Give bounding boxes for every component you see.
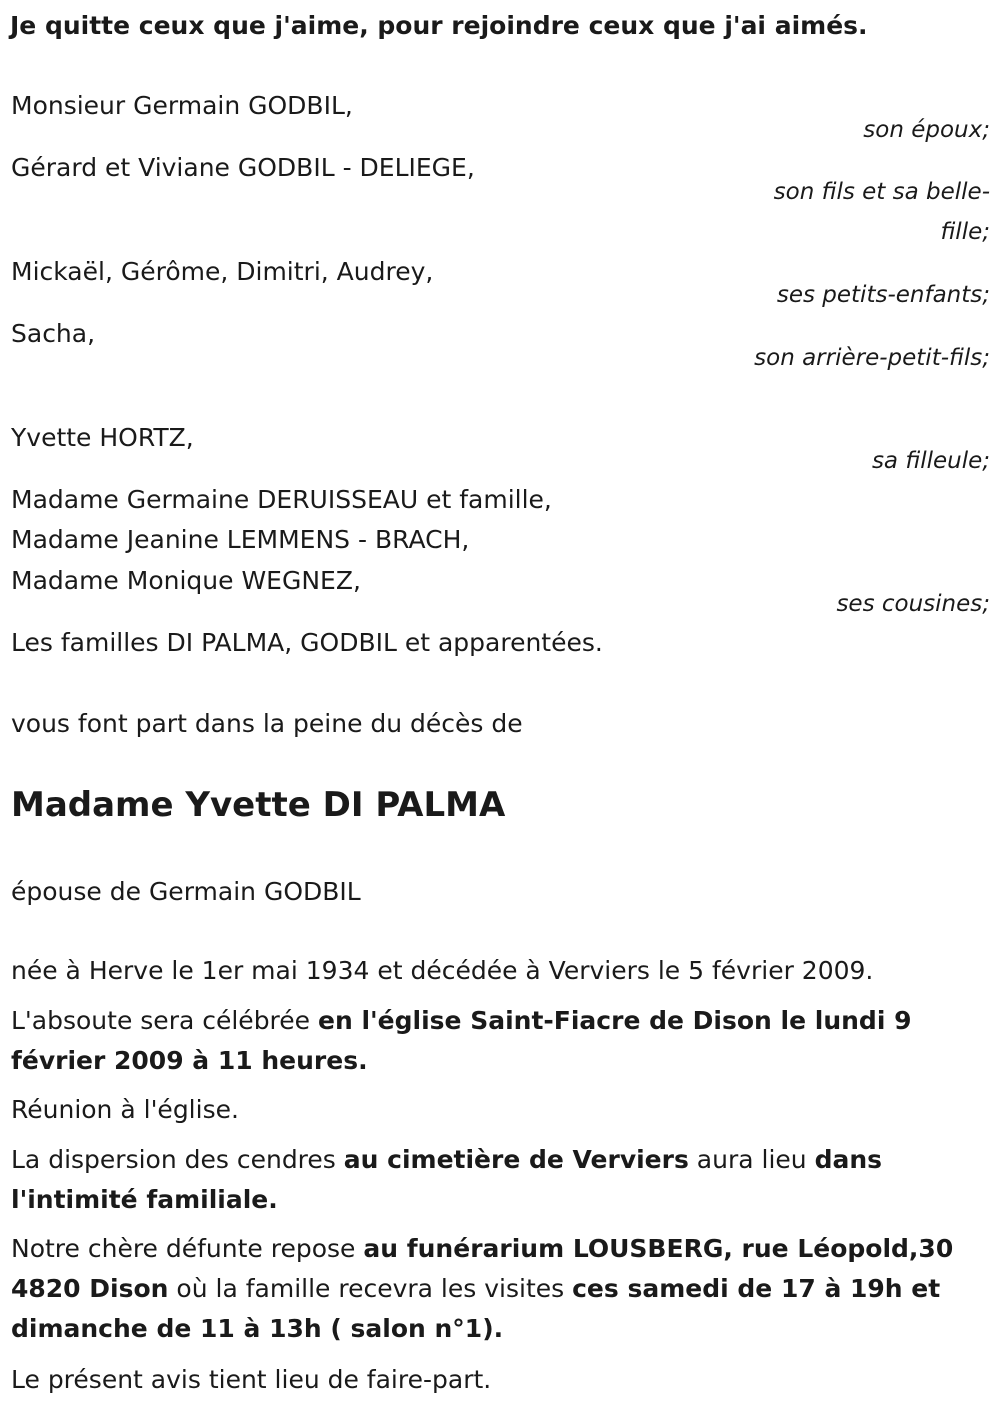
dispersion-place: au cimetière de Verviers xyxy=(343,1145,689,1174)
family-grandchildren: Mickaël, Gérôme, Dimitri, Audrey, xyxy=(11,257,434,286)
dispersion-part-1: La dispersion des cendres xyxy=(11,1145,344,1174)
role-husband: son époux; xyxy=(863,117,990,143)
meeting-line: Réunion à l'église. xyxy=(11,1095,239,1124)
rest-location: au funérarium LOUSBERG, rue Léopold,30 4820 Dison xyxy=(11,1234,954,1303)
ceremony-details: en l'église Saint-Fiacre de Dison le lundi 9 février 2009 à 11 heures. xyxy=(11,1006,912,1075)
ceremony-paragraph xyxy=(11,1001,980,1081)
spouse-line: épouse de Germain GODBIL xyxy=(11,877,361,906)
family-son: Gérard et Viviane GODBIL - DELIEGE, xyxy=(11,153,475,182)
rest-paragraph xyxy=(11,1229,980,1349)
family-goddaughter: Yvette HORTZ, xyxy=(11,423,194,452)
role-son: son fils et sa belle-fille; xyxy=(773,179,990,245)
ceremony-prefix: L'absoute sera célébrée xyxy=(11,1006,318,1035)
family-cousin-3: Madame Monique WEGNEZ, xyxy=(11,566,361,595)
closing-line: Le présent avis tient lieu de faire-part. xyxy=(11,1365,492,1394)
opening-quote: Je quitte ceux que j'aime, pour rejoindre ceux que j'ai aimés. xyxy=(10,11,868,40)
family-relatives: Les familles DI PALMA, GODBIL et apparentées. xyxy=(11,628,603,657)
family-cousin-2: Madame Jeanine LEMMENS - BRACH, xyxy=(11,525,470,554)
dispersion-privacy: dans l'intimité familiale. xyxy=(11,1145,883,1214)
rest-part-2: où la famille recevra les visites xyxy=(168,1274,573,1303)
family-husband: Monsieur Germain GODBIL, xyxy=(11,91,353,120)
announcement-text: vous font part dans la peine du décès de xyxy=(11,709,523,738)
role-goddaughter: sa filleule; xyxy=(871,448,990,474)
role-great-grandson: son arrière-petit-fils; xyxy=(754,345,990,371)
dispersion-part-2: aura lieu xyxy=(688,1145,815,1174)
rest-part-1: Notre chère défunte repose xyxy=(11,1234,364,1263)
role-grandchildren: ses petits-enfants; xyxy=(776,282,990,308)
birth-death-line: née à Herve le 1er mai 1934 et décédée à Verviers le 5 février 2009. xyxy=(11,956,874,985)
family-great-grandson: Sacha, xyxy=(11,319,96,348)
family-cousin-1: Madame Germaine DERUISSEAU et famille, xyxy=(11,485,552,514)
role-cousins: ses cousines; xyxy=(836,591,990,617)
rest-visit-hours: ces samedi de 17 à 19h et dimanche de 11 à 13h ( salon n°1). xyxy=(11,1274,941,1343)
dispersion-paragraph xyxy=(11,1140,980,1220)
deceased-name: Madame Yvette DI PALMA xyxy=(11,785,506,825)
